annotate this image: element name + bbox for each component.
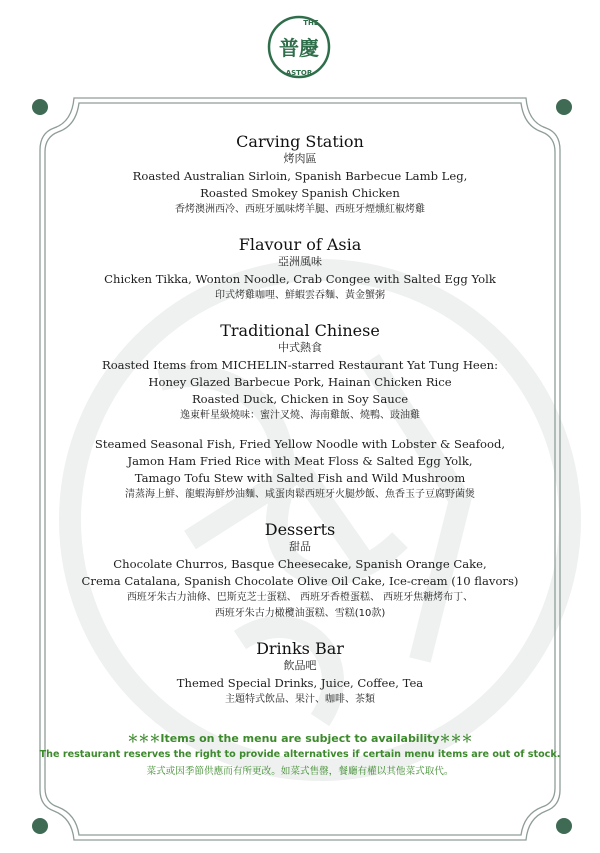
corner-dot-bottom-left	[32, 818, 48, 834]
menu-line: Roasted Duck, Chicken in Soy Sauce	[191, 392, 409, 406]
section-title: Traditional Chinese	[220, 321, 380, 340]
menu-line: Jamon Ham Fried Rice with Meat Floss & Salted Egg Yolk,	[127, 454, 473, 468]
section-title: Flavour of Asia	[238, 235, 362, 254]
logo-bottom-text: ASTOR	[285, 69, 313, 77]
section-carving-station	[40, 131, 560, 218]
traditional-chinese-hot-dishes	[40, 436, 560, 503]
menu-line: Chocolate Churros, Basque Cheesecake, Spanish Orange Cake,	[113, 557, 487, 571]
menu-line: Crema Catalana, Spanish Chocolate Olive Oil Cake, Ice-cream (10 flavors)	[81, 574, 519, 588]
section-desserts	[40, 519, 560, 622]
section-title: Desserts	[264, 520, 336, 539]
section-subtitle: 中式熱食	[278, 341, 322, 354]
chinese-notice: 菜式或因季節供應而有所更改。如菜式售罄，餐廳有權以其他菜式取代。	[146, 766, 454, 777]
section-subtitle: 烤肉區	[283, 152, 317, 165]
section-drinks-bar	[40, 638, 560, 708]
menu-footer	[20, 731, 580, 782]
availability-notice: ＊＊＊Items on the menu are subject to availability＊＊＊	[127, 732, 473, 745]
menu-line: Honey Glazed Barbecue Pork, Hainan Chicken Rice	[148, 375, 452, 389]
section-title: Carving Station	[236, 132, 364, 151]
menu-line: Roasted Items from MICHELIN-starred Restaurant Yat Tung Heen:	[101, 358, 499, 372]
menu-line: Roasted Smokey Spanish Chicken	[200, 186, 400, 200]
logo-top-text: THE	[303, 19, 319, 27]
menu-line-chinese: 香烤澳洲西冷、西班牙風味烤羊腿、西班牙煙燻紅椒烤雞	[175, 204, 425, 215]
section-flavour-of-asia	[40, 234, 560, 304]
menu-line-chinese: 逸東軒星級燒味：蜜汁叉燒、海南雞飯、燒鴨、豉油雞	[180, 410, 420, 421]
menu-line-chinese: 西班牙朱古力油條、巴斯克芝士蛋糕、 西班牙香橙蛋糕、 西班牙焦糖烤布丁、	[126, 592, 474, 603]
menu-line: Themed Special Drinks, Juice, Coffee, Tea	[176, 676, 424, 690]
menu-line: Chicken Tikka, Wonton Noodle, Crab Congee with Salted Egg Yolk	[104, 272, 496, 286]
alternatives-notice: The restaurant reserves the right to provide alternatives if certain menu items are out of stock.	[39, 749, 561, 760]
menu-line: Tamago Tofu Stew with Salted Fish and Wild Mushroom	[134, 471, 466, 485]
menu-line: Steamed Seasonal Fish, Fried Yellow Noodle with Lobster & Seafood,	[94, 437, 506, 451]
corner-dot-top-right	[556, 99, 572, 115]
section-traditional-chinese	[40, 320, 560, 503]
section-subtitle: 亞洲風味	[278, 255, 322, 268]
the-astor-logo	[266, 14, 332, 80]
corner-dot-top-left	[32, 99, 48, 115]
menu-line-chinese: 西班牙朱古力橄欖油蛋糕、雪糕(10款)	[214, 608, 386, 619]
menu-line: Roasted Australian Sirloin, Spanish Barbecue Lamb Leg,	[132, 169, 468, 183]
logo-chinese: 普慶	[279, 36, 319, 60]
menu-content	[40, 131, 560, 724]
section-subtitle: 飲品吧	[283, 659, 317, 672]
menu-line-chinese: 清蒸海上鮮、龍蝦海鮮炒油麵、咸蛋肉鬆西班牙火腿炒飯、魚香玉子豆腐野菌煲	[125, 489, 475, 500]
corner-dot-bottom-right	[556, 818, 572, 834]
section-title: Drinks Bar	[256, 639, 344, 658]
menu-line-chinese: 主題特式飲品、果汁、咖啡、茶類	[225, 694, 375, 705]
section-subtitle: 甜品	[289, 540, 311, 553]
menu-line-chinese: 印式烤雞咖哩、鮮蝦雲吞麵、黃金蟹粥	[215, 290, 385, 301]
